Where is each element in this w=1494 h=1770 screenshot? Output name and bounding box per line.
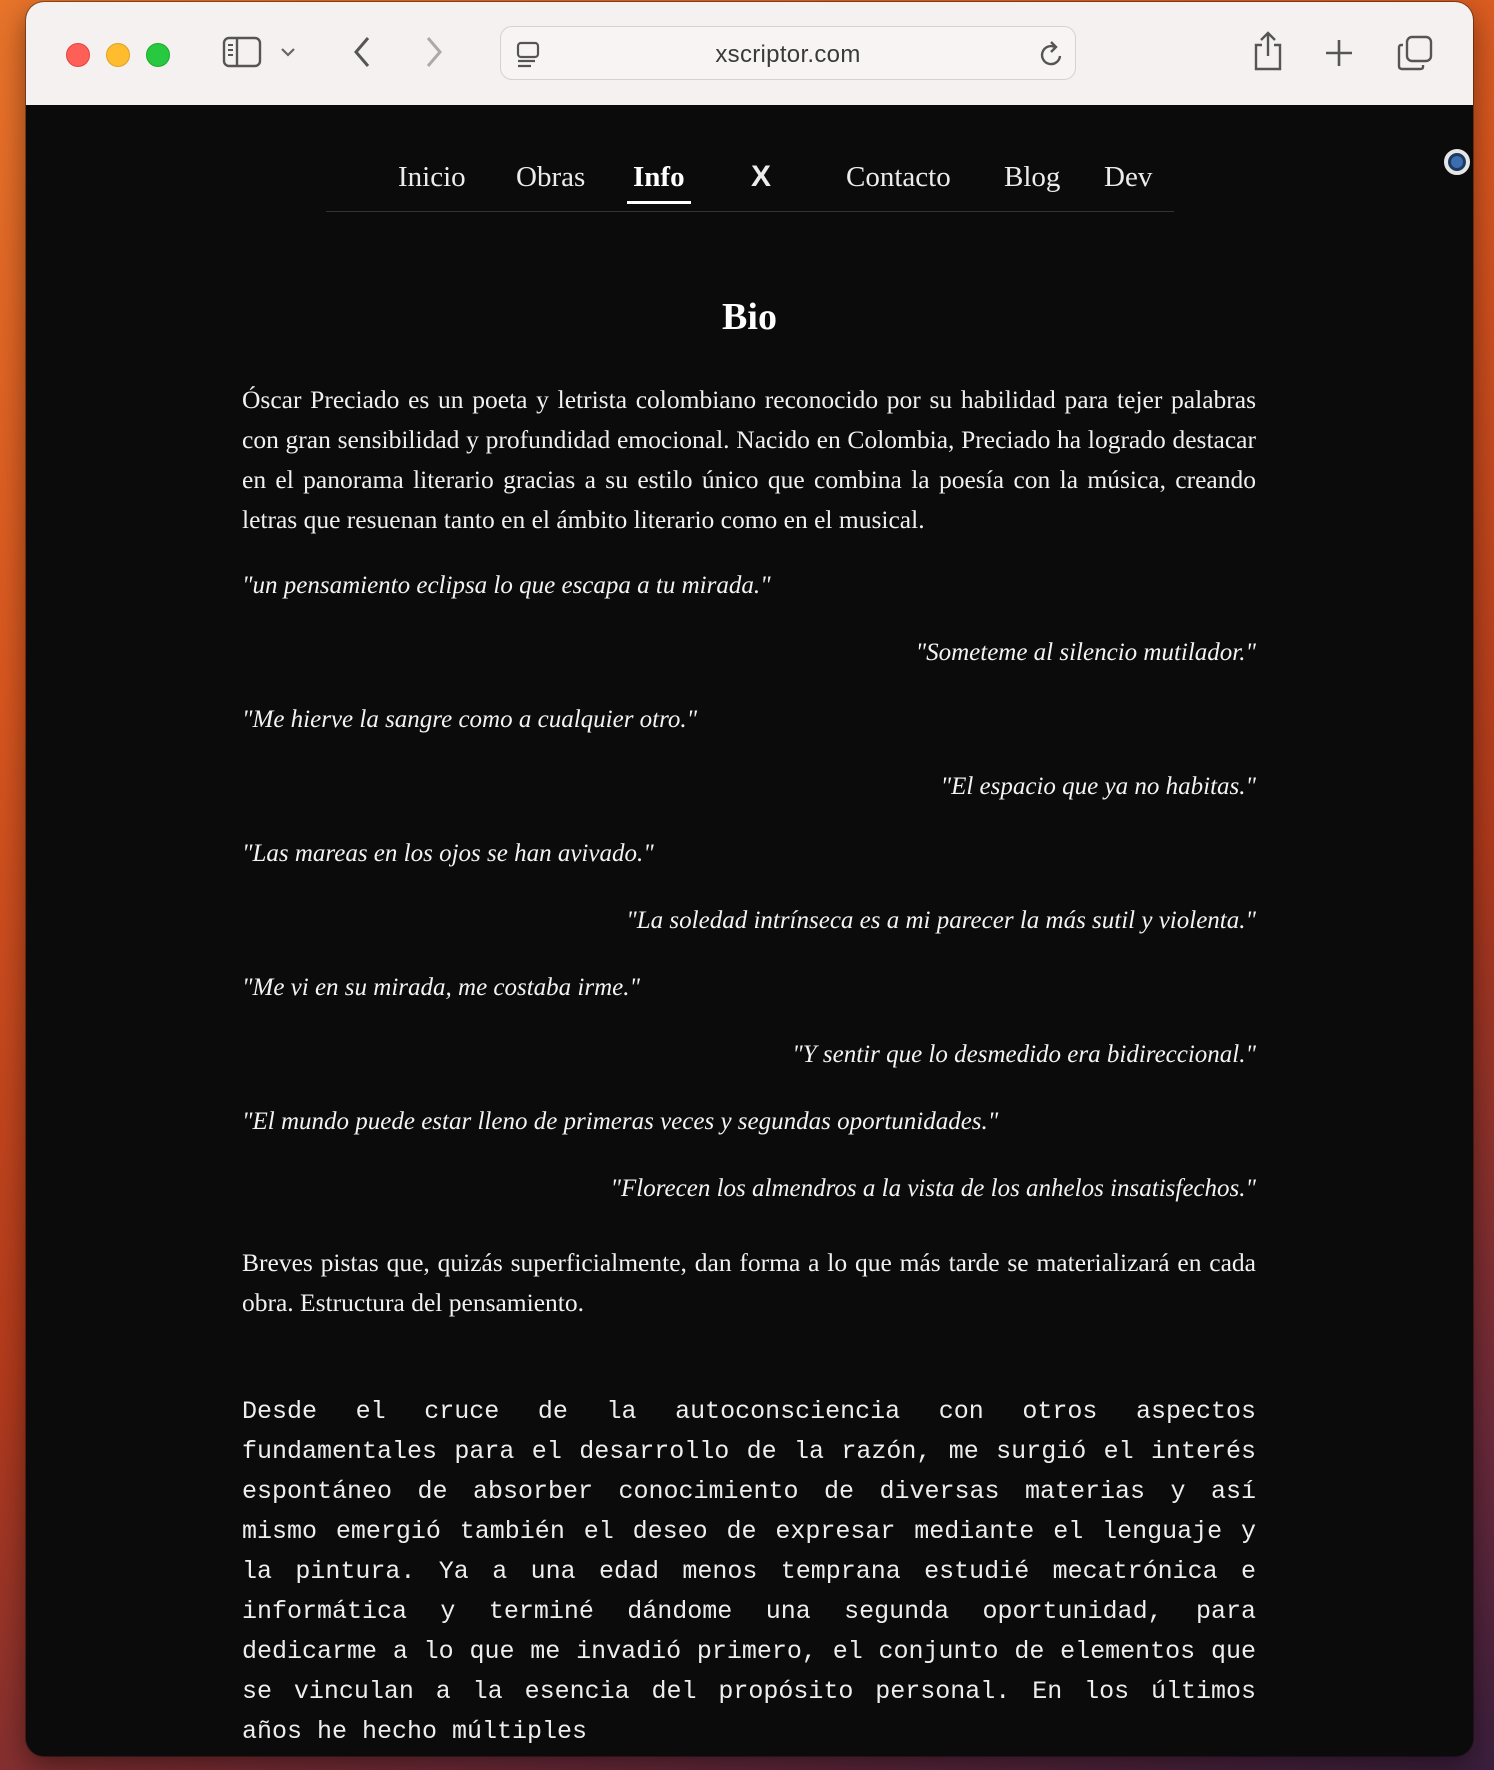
quote-6: "La soledad intrínseca es a mi parecer la más sutil y violenta." [626, 907, 1256, 934]
bio-intro [242, 380, 1256, 540]
zoom-window-button[interactable] [146, 43, 170, 67]
close-window-button[interactable] [66, 43, 90, 67]
bio-mono-text: Desde el cruce de la autoconsciencia con otros aspectos fundamentales para el desarrollo de la razón, me surgió el interés espontáneo de absorber conocimiento de diversas materias y así mismo emergió también el deseo de expresar mediante el lenguaje y la pintura. Ya a una edad menos temprana estudié mecatrónica e informática y terminé dándome una segunda oportunidad, para dedicarme a lo que me invadió primero, el conjunto de elementos que se vinculan a la esencia del propósito personal. En los últimos años he hecho múltiples [242, 1397, 1256, 1746]
address-bar[interactable] [500, 26, 1076, 80]
page-title: Bio [722, 296, 777, 338]
quote-3: "Me hierve la sangre como a cualquier otro." [242, 706, 698, 733]
back-arrow-icon[interactable] [352, 35, 372, 69]
chevron-down-icon[interactable] [280, 46, 296, 58]
quote-4: "El espacio que ya no habitas." [940, 773, 1256, 800]
quote-9: "El mundo puede estar lleno de primeras veces y segundas oportunidades." [242, 1108, 999, 1135]
site-nav [326, 157, 1174, 212]
forward-arrow-icon[interactable] [424, 35, 444, 69]
floating-indicator[interactable] [1444, 149, 1470, 175]
quote-5: "Las mareas en los ojos se han avivado." [242, 840, 654, 867]
reload-icon[interactable] [1038, 39, 1066, 69]
bio-closing-text: Breves pistas que, quizás superficialmente, dan forma a lo que más tarde se materializará en cada obra. Estructura del pensamiento. [242, 1248, 1256, 1317]
quote-10: "Florecen los almendros a la vista de los anhelos insatisfechos." [610, 1175, 1256, 1202]
nav-item-dev[interactable]: Dev [1104, 161, 1153, 193]
quote-1: "un pensamiento eclipsa lo que escapa a tu mirada." [242, 572, 771, 599]
browser-window [26, 2, 1473, 1756]
bio-intro-text: Óscar Preciado es un poeta y letrista colombiano reconocido por su habilidad para tejer palabras con gran sensibilidad y profundidad emocional. Nacido en Colombia, Preciado ha logrado destacar en el panorama literario gracias a su estilo único que combina la poesía con la música, creando letras que resuenan tanto en el ámbito literario como en el musical. [242, 385, 1256, 534]
bio-closing [242, 1243, 1256, 1323]
url-text[interactable]: xscriptor.com [715, 41, 861, 68]
nav-item-blog[interactable]: Blog [1004, 161, 1061, 193]
nav-item-info[interactable]: Info [633, 157, 685, 212]
new-tab-icon[interactable] [1324, 38, 1354, 68]
sidebar-icon[interactable] [222, 36, 262, 68]
tab-overview-icon[interactable] [1396, 34, 1434, 72]
minimize-window-button[interactable] [106, 43, 130, 67]
quote-7: "Me vi en su mirada, me costaba irme." [242, 974, 641, 1001]
nav-item-contacto[interactable]: Contacto [846, 161, 951, 193]
nav-item-obras[interactable]: Obras [516, 161, 586, 193]
browser-toolbar [26, 2, 1473, 106]
share-icon[interactable] [1252, 30, 1284, 72]
page-content [26, 105, 1473, 1756]
nav-item-x[interactable]: X [751, 160, 772, 193]
nav-item-inicio[interactable]: Inicio [398, 161, 466, 193]
bio-mono-section [242, 1392, 1256, 1752]
quote-8: "Y sentir que lo desmedido era bidireccional." [792, 1041, 1256, 1068]
quote-2: "Someteme al silencio mutilador." [915, 639, 1256, 666]
